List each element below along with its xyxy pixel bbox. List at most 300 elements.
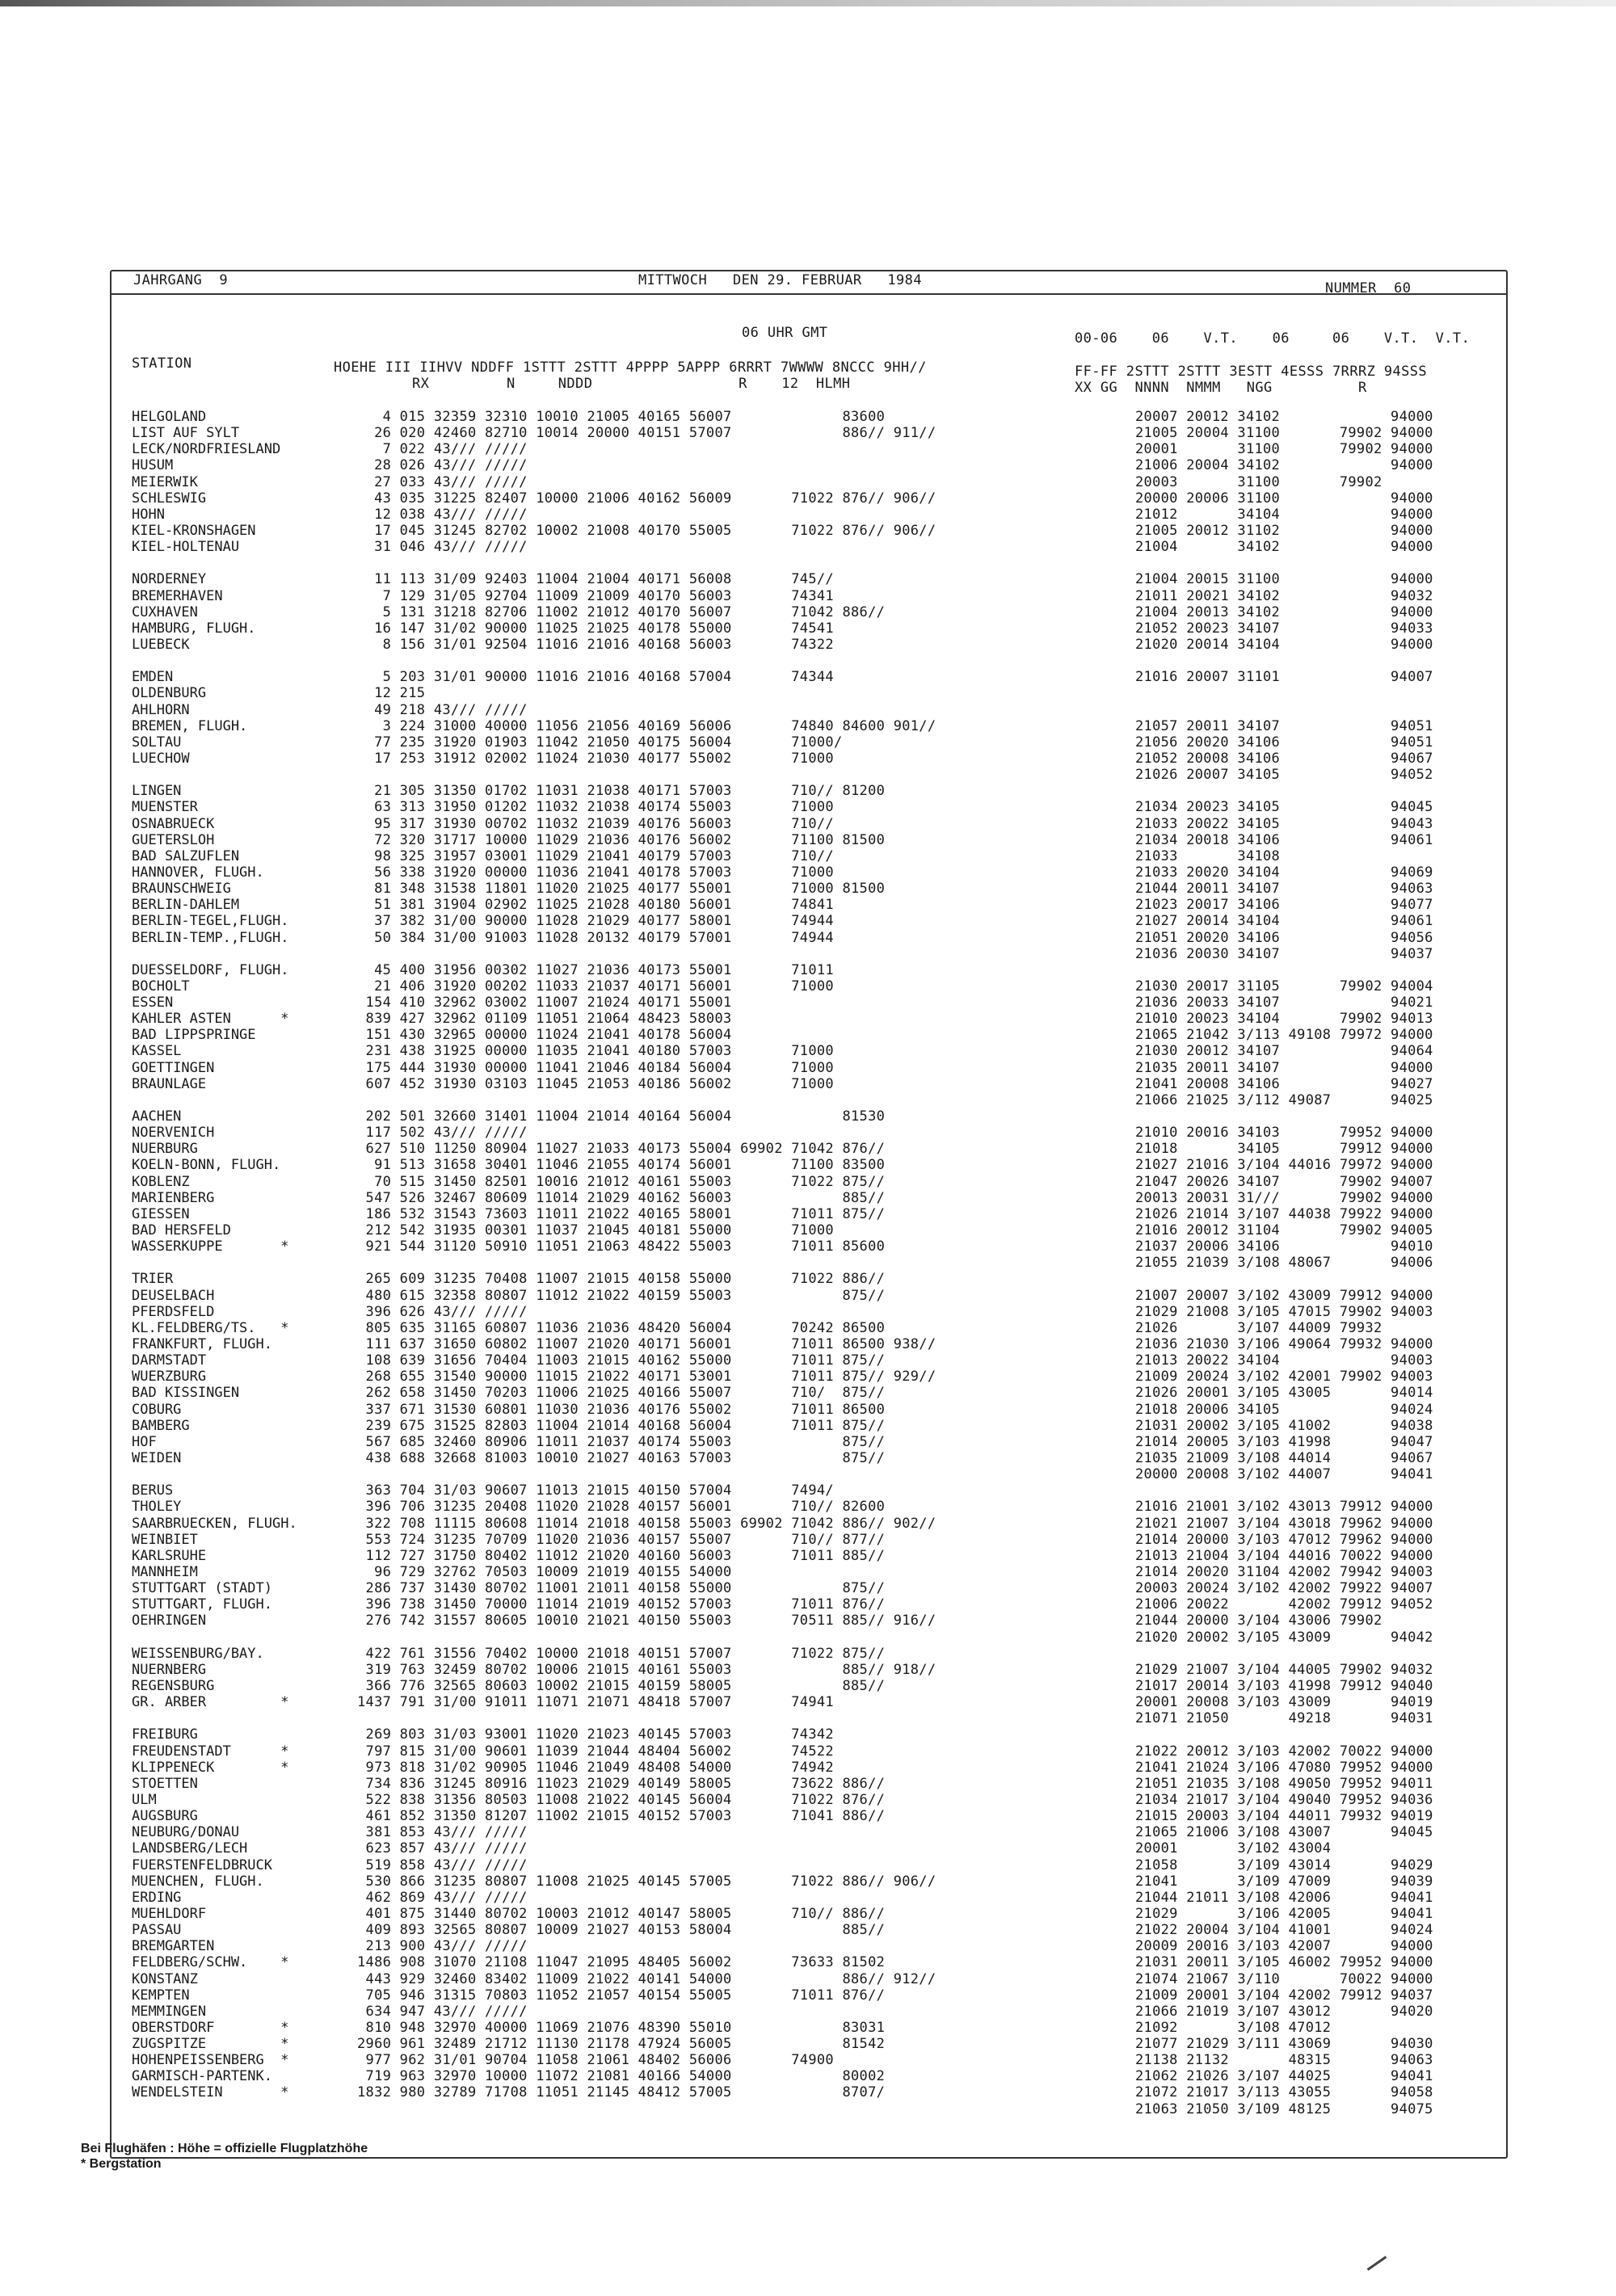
observation-row: 1486 908 31070 21108 11047 21095 48405 56002 73633 81502 — [357, 1954, 886, 1971]
blank-row — [132, 653, 297, 669]
blank-row — [1135, 555, 1433, 571]
station-name: LINGEN — [132, 783, 182, 800]
blank-row — [132, 1255, 297, 1271]
observation-row: 805 635 31165 60807 11036 21036 48420 56004 70242 86500 — [357, 1319, 886, 1336]
issue-number: NUMMER 60 — [1325, 280, 1412, 296]
observation-row: 5 203 31/01 90000 11016 21016 40168 57004 74344 — [357, 669, 834, 686]
observation-row: 422 761 31556 70402 10000 21018 40151 57007 71022 875// — [357, 1645, 886, 1662]
observation-row: 28 026 43/// ///// — [357, 457, 528, 474]
station-name: NUERNBERG — [132, 1661, 207, 1678]
temperature-row: 21072 21017 3/113 43055 94058 — [1135, 2084, 1433, 2101]
station-name: CUXHAVEN — [132, 603, 198, 620]
observation-row: 269 803 31/03 93001 11020 21023 40145 57003 74342 — [357, 1726, 834, 1743]
observation-row: 839 427 32962 01109 11051 21064 48423 58003 — [357, 1011, 732, 1028]
right-column-header: FF-FF 2STTT 2STTT 3ESTT 4ESSS 7RRRZ 94SSS — [1075, 364, 1428, 380]
station-name: MANNHEIM — [132, 1563, 198, 1580]
temperature-row: 21010 20016 34103 79952 94000 — [1135, 1125, 1433, 1142]
station-name: MARIENBERG — [132, 1189, 215, 1206]
station-name: BERUS — [132, 1482, 174, 1499]
temperature-row: 21018 20006 34105 94024 — [1135, 1401, 1433, 1418]
observation-row: 607 452 31930 03103 11045 21053 40186 56002 71000 — [357, 1075, 834, 1092]
station-name: BAD LIPPSPRINGE — [132, 1027, 256, 1044]
observation-row: 96 729 32762 70503 10009 21019 40155 54000 — [357, 1563, 732, 1580]
temperature-row: 21004 34102 94000 — [1135, 539, 1433, 556]
station-name: BREMGARTEN — [132, 1938, 215, 1955]
airport-height-note: Bei Flughäfen : Höhe = offizielle Flugplatzhöhe — [81, 2142, 368, 2155]
station-name: DUESSELDORF, FLUGH. — [132, 961, 289, 978]
blank-row — [357, 555, 936, 571]
observation-row: 705 946 31315 70803 11052 21057 40154 55005 71011 876// — [357, 1987, 886, 2004]
observation-row: 27 033 43/// ///// — [357, 473, 528, 490]
temperature-row: 21044 20011 34107 94063 — [1135, 881, 1433, 898]
observation-row: 213 900 43/// ///// — [357, 1938, 528, 1955]
station-name: WUERZBURG — [132, 1369, 207, 1386]
issue-date: MITTWOCH DEN 29. FEBRUAR 1984 — [638, 272, 922, 288]
observation-row: 921 544 31120 50910 11051 21063 48422 55003 71011 85600 — [357, 1238, 886, 1255]
observation-row: 231 438 31925 00000 11035 21041 40180 57003 71000 — [357, 1043, 834, 1060]
observation-row: 77 235 31920 01903 11042 21050 40175 56004 71000/ — [357, 734, 843, 751]
observation-row: 810 948 32970 40000 11069 21076 48390 55010 83031 — [357, 2019, 886, 2036]
observation-row: 4 015 32359 32310 10010 21005 40165 56007 83600 — [357, 409, 886, 425]
temperature-row: 21006 20022 42002 79912 94052 — [1135, 1596, 1433, 1613]
observation-row: 7 022 43/// ///// — [357, 441, 528, 458]
observation-row: 17 045 31245 82702 10002 21008 40170 55005 71022 876// 906// — [357, 522, 936, 539]
temperature-row: 21027 20014 34104 94061 — [1135, 913, 1433, 930]
observation-row: 70 515 31450 82501 10016 21012 40161 55003 71022 875// — [357, 1173, 886, 1190]
blank-row — [357, 1092, 936, 1108]
temperature-row: 21065 21042 3/113 49108 79972 94000 — [1135, 1027, 1433, 1044]
blank-row — [1135, 653, 1433, 669]
observation-row: 16 147 31/02 90000 11025 21025 40178 55000 74541 — [357, 620, 834, 637]
temperature-row: 21030 20012 34107 94064 — [1135, 1043, 1433, 1060]
observation-row: 634 947 43/// ///// — [357, 2003, 528, 2020]
pen-mark — [1367, 2256, 1387, 2271]
station-name: KOBLENZ — [132, 1173, 190, 1190]
station-name: BAD KISSINGEN — [132, 1385, 240, 1402]
temperature-row: 20000 20006 31100 94000 — [1135, 490, 1433, 507]
station-name: MUEHLDORF — [132, 1905, 207, 1922]
station-name: REGENSBURG — [132, 1677, 215, 1694]
temperature-row: 21052 20023 34107 94033 — [1135, 620, 1433, 637]
station-name: HOHN — [132, 506, 165, 523]
observation-row: 117 502 43/// ///// — [357, 1125, 528, 1142]
temperature-row: 21065 21006 3/108 43007 94045 — [1135, 1824, 1433, 1841]
observation-row: 12 038 43/// ///// — [357, 506, 528, 523]
station-name: HAMBURG, FLUGH. — [132, 620, 256, 637]
observation-row: 11 113 31/09 92403 11004 21004 40171 56008 745// — [357, 571, 834, 588]
temperature-row: 21013 21004 3/104 44016 70022 94000 — [1135, 1547, 1433, 1564]
blank-row — [132, 946, 297, 962]
station-name: WEIDEN — [132, 1450, 182, 1466]
right-column-subheader: XX GG NNNN NMMM NGG R — [1075, 380, 1367, 396]
station-name: BREMEN, FLUGH. — [132, 717, 248, 734]
blank-row — [1135, 1646, 1433, 1662]
observation-row: 262 658 31450 70203 11006 21025 40166 55007 710/ 875// — [357, 1385, 886, 1402]
temperature-row: 21033 20022 34105 94043 — [1135, 815, 1433, 832]
observation-row: 797 815 31/00 90601 11039 21044 48404 56002 74522 — [357, 1743, 834, 1760]
observation-row: 381 853 43/// ///// — [357, 1824, 528, 1841]
station-name: BAD SALZUFLEN — [132, 847, 240, 864]
observation-row: 81 348 31538 11801 11020 21025 40177 55001 71000 81500 — [357, 881, 886, 898]
station-name: BERLIN-DAHLEM — [132, 897, 240, 914]
temperature-row: 20013 20031 31/// 79902 94000 — [1135, 1189, 1433, 1206]
observation-row: 111 637 31650 60802 11007 21020 40171 56001 71011 86500 938// — [357, 1336, 936, 1353]
temperature-codes — [1135, 409, 1433, 2117]
station-name: AACHEN — [132, 1108, 182, 1125]
station-name: KONSTANZ — [132, 1970, 198, 1987]
station-name: NEUBURG/DONAU — [132, 1824, 240, 1841]
observation-row: 3 224 31000 40000 11056 21056 40169 56006 74840 84600 901// — [357, 717, 936, 734]
temperature-row: 21044 21011 3/108 42006 94041 — [1135, 1889, 1433, 1906]
observation-row: 396 706 31235 20408 11020 21028 40157 56001 710// 82600 — [357, 1499, 886, 1516]
station-name: BREMERHAVEN — [132, 587, 223, 604]
station-name: MEIERWIK — [132, 473, 198, 490]
station-name: HOHENPEISSENBERG * — [132, 2052, 289, 2069]
observation-row: 186 532 31543 73603 11011 21022 40165 58001 71011 875// — [357, 1205, 886, 1222]
observation-row: 31 046 43/// ///// — [357, 539, 528, 556]
station-names — [132, 409, 297, 2101]
temperature-row: 21014 20020 31104 42002 79942 94003 — [1135, 1563, 1433, 1580]
observation-row: 265 609 31235 70408 11007 21015 40158 55000 71022 886// — [357, 1271, 886, 1288]
temperature-row: 21022 20012 3/103 42002 70022 94000 — [1135, 1743, 1433, 1760]
observation-row: 322 708 11115 80608 11014 21018 40158 55003 69902 71042 886// 902// — [357, 1515, 936, 1532]
station-name: BAMBERG — [132, 1417, 190, 1434]
station-name: KEMPTEN — [132, 1987, 190, 2004]
temperature-row: 20007 20012 34102 94000 — [1135, 409, 1433, 425]
station-name: HUSUM — [132, 457, 174, 474]
header-rule — [110, 293, 1508, 295]
station-name: WEINBIET — [132, 1531, 198, 1548]
observation-row: 567 685 32460 80906 11011 21037 40174 55003 875// — [357, 1433, 886, 1450]
station-name: NORDERNEY — [132, 571, 207, 588]
station-name: BRAUNLAGE — [132, 1075, 207, 1092]
station-name: KL.FELDBERG/TS. * — [132, 1319, 289, 1336]
temperature-row: 21037 20006 34106 94010 — [1135, 1238, 1433, 1255]
temperature-row: 21009 20024 3/102 42001 79902 94003 — [1135, 1369, 1433, 1386]
observation-row: 17 253 31912 02002 11024 21030 40177 55002 71000 — [357, 750, 834, 767]
station-name: STUTTGART (STADT) — [132, 1580, 272, 1597]
observation-row: 108 639 31656 70404 11003 21015 40162 55000 71011 875// — [357, 1352, 886, 1369]
station-name: HELGOLAND — [132, 409, 207, 425]
station-name: FELDBERG/SCHW. * — [132, 1954, 289, 1971]
temperature-row: 21034 21017 3/104 49040 79952 94036 — [1135, 1791, 1433, 1808]
blank-row — [132, 767, 297, 783]
observation-row: 98 325 31957 03001 11029 21041 40179 57003 710// — [357, 847, 834, 864]
blank-row — [132, 1710, 297, 1726]
station-name: NOERVENICH — [132, 1125, 215, 1142]
observation-row: 51 381 31904 02902 11025 21028 40180 56001 74841 — [357, 897, 834, 914]
blank-row — [1135, 702, 1433, 718]
station-name: NUERBURG — [132, 1141, 198, 1158]
station-name: LUEBECK — [132, 636, 190, 653]
blank-row — [357, 1255, 936, 1271]
observation-row: 49 218 43/// ///// — [357, 701, 528, 718]
temperature-row: 21056 20020 34106 94051 — [1135, 734, 1433, 751]
blank-row — [357, 653, 936, 669]
temperature-row: 21041 3/109 47009 94039 — [1135, 1873, 1433, 1890]
observation-row: 154 410 32962 03002 11007 21024 40171 55001 — [357, 995, 732, 1011]
temperature-row: 21026 21014 3/107 44038 79922 94000 — [1135, 1205, 1433, 1222]
station-name: FRANKFURT, FLUGH. — [132, 1336, 272, 1353]
observation-codes — [357, 409, 936, 2101]
station-name: GOETTINGEN — [132, 1059, 215, 1076]
station-name: STOETTEN — [132, 1775, 198, 1792]
observation-row: 63 313 31950 01202 11032 21038 40174 55003 71000 — [357, 799, 834, 816]
observation-row: 519 858 43/// ///// — [357, 1857, 528, 1873]
observation-row: 401 875 31440 80702 10003 21012 40147 58005 710// 886// — [357, 1905, 886, 1922]
station-name: GUETERSLOH — [132, 831, 215, 848]
observation-row: 286 737 31430 80702 11001 21011 40158 55000 875// — [357, 1580, 886, 1597]
observation-row: 547 526 32467 80609 11014 21029 40162 56003 885// — [357, 1189, 886, 1206]
observation-row: 973 818 31/02 90905 11046 21049 48408 54000 74942 — [357, 1759, 834, 1776]
temperature-row: 20003 20024 3/102 42002 79922 94007 — [1135, 1580, 1433, 1597]
temperature-row: 21034 20023 34105 94045 — [1135, 799, 1433, 816]
observation-row: 50 384 31/00 91003 11028 20132 40179 57001 74944 — [357, 929, 834, 946]
blank-row — [357, 1710, 936, 1726]
station-name: AHLHORN — [132, 701, 190, 718]
station-name: KARLSRUHE — [132, 1547, 207, 1564]
temperature-row: 21063 21050 3/109 48125 94075 — [1135, 2100, 1433, 2117]
station-name: ERDING — [132, 1889, 182, 1906]
temperature-row: 21051 20020 34106 94056 — [1135, 929, 1433, 946]
station-name: BERLIN-TEMP.,FLUGH. — [132, 929, 289, 946]
station-name: MUENCHEN, FLUGH. — [132, 1873, 264, 1890]
temperature-row: 21005 20004 31100 79902 94000 — [1135, 425, 1433, 442]
observation-time: 06 UHR GMT — [742, 325, 828, 341]
observation-row: 363 704 31/03 90607 11013 21015 40150 57004 7494/ — [357, 1482, 834, 1499]
station-name: KAHLER ASTEN * — [132, 1011, 289, 1028]
temperature-row: 21023 20017 34106 94077 — [1135, 897, 1433, 914]
station-name: GR. ARBER * — [132, 1694, 289, 1711]
observation-row: 5 131 31218 82706 11002 21012 40170 56007 71042 886// — [357, 603, 886, 620]
temperature-row: 21020 20014 34104 94000 — [1135, 636, 1433, 653]
temperature-row: 21004 20015 31100 94000 — [1135, 571, 1433, 588]
temperature-row: 21004 20013 34102 94000 — [1135, 603, 1433, 620]
temperature-row: 21033 34108 — [1135, 847, 1281, 864]
temperature-row: 21006 20004 34102 94000 — [1135, 457, 1433, 474]
observation-row: 72 320 31717 10000 11029 21036 40176 56002 71100 81500 — [357, 831, 886, 848]
observation-row: 734 836 31245 80916 11023 21029 40149 58005 73622 886// — [357, 1775, 886, 1792]
temperature-row: 21066 21019 3/107 43012 94020 — [1135, 2003, 1433, 2020]
temperature-row: 20000 20008 3/102 44007 94041 — [1135, 1466, 1433, 1483]
temperature-row: 21138 21132 48315 94063 — [1135, 2052, 1433, 2069]
station-name: FUERSTENFELDBRUCK — [132, 1857, 272, 1873]
temperature-row: 21026 20001 3/105 43005 94014 — [1135, 1385, 1433, 1402]
temperature-row: 21021 21007 3/104 43018 79962 94000 — [1135, 1515, 1433, 1532]
station-name: HANNOVER, FLUGH. — [132, 864, 264, 881]
observation-row: 45 400 31956 00302 11027 21036 40173 55001 71011 — [357, 961, 834, 978]
observation-row: 409 893 32565 80807 10009 21027 40153 58004 885// — [357, 1922, 886, 1939]
observation-row: 480 615 32358 80807 11012 21022 40159 55003 875// — [357, 1287, 886, 1304]
station-name: FREUDENSTADT * — [132, 1743, 289, 1760]
station-name: PFERDSFELD — [132, 1303, 215, 1320]
observation-row: 443 929 32460 83402 11009 21022 40141 54000 886// 912// — [357, 1970, 936, 1987]
temperature-row: 21018 34105 79912 94000 — [1135, 1141, 1433, 1158]
temperature-row: 21009 20001 3/104 42002 79912 94037 — [1135, 1987, 1433, 2004]
observation-row: 8 156 31/01 92504 11016 21016 40168 56003 74322 — [357, 636, 834, 653]
observation-row: 319 763 32459 80702 10006 21015 40161 55003 885// 918// — [357, 1661, 936, 1678]
station-name: MUENSTER — [132, 799, 198, 816]
station-name: STUTTGART, FLUGH. — [132, 1596, 272, 1613]
station-name: KLIPPENECK * — [132, 1759, 289, 1776]
temperature-row: 21051 21035 3/108 49050 79952 94011 — [1135, 1775, 1433, 1792]
temperature-row: 21055 21039 3/108 48067 94006 — [1135, 1255, 1433, 1272]
code-column-subheader: RX N NDDD R 12 HLMH — [412, 376, 851, 392]
temperature-row: 21035 20011 34107 94000 — [1135, 1059, 1433, 1076]
temperature-row: 21015 20003 3/104 44011 79932 94019 — [1135, 1808, 1433, 1825]
temperature-row: 21005 20012 31102 94000 — [1135, 522, 1433, 539]
station-name: OEHRINGEN — [132, 1613, 207, 1629]
temperature-row: 21036 20030 34107 94037 — [1135, 945, 1433, 962]
observation-row: 438 688 32668 81003 10010 21027 40163 57003 875// — [357, 1450, 886, 1466]
station-name: BRAUNSCHWEIG — [132, 881, 231, 898]
blank-row — [1135, 685, 1433, 701]
observation-row: 977 962 31/01 90704 11058 21061 48402 56006 74900 — [357, 2052, 834, 2069]
temperature-row: 20009 20016 3/103 42007 94000 — [1135, 1938, 1433, 1955]
observation-row: 553 724 31235 70709 11020 21036 40157 55007 710// 877// — [357, 1531, 886, 1548]
observation-row: 627 510 11250 80904 11027 21033 40173 55004 69902 71042 876// — [357, 1141, 886, 1158]
blank-row — [132, 1092, 297, 1108]
temperature-row: 21036 20033 34107 94021 — [1135, 995, 1433, 1011]
station-name: KIEL-HOLTENAU — [132, 539, 240, 556]
code-column-header: HOEHE III IIHVV NDDFF 1STTT 2STTT 4PPPP 5APPP 6RRRT 7WWWW 8NCCC 9HH// — [334, 360, 927, 376]
blank-row — [1135, 1271, 1433, 1287]
temperature-row: 21071 21050 49218 94031 — [1135, 1710, 1433, 1727]
observation-row: 396 626 43/// ///// — [357, 1303, 528, 1320]
observation-row: 12 215 — [357, 685, 426, 702]
temperature-row: 21020 20002 3/105 43009 94042 — [1135, 1629, 1433, 1646]
observation-row: 461 852 31350 81207 11002 21015 40152 57003 71041 886// — [357, 1808, 886, 1825]
station-name: THOLEY — [132, 1499, 182, 1516]
temperature-row: 21062 21026 3/107 44025 94041 — [1135, 2068, 1433, 2085]
station-name: WENDELSTEIN * — [132, 2084, 289, 2101]
station-name: ZUGSPITZE * — [132, 2036, 289, 2053]
station-name: LECK/NORDFRIESLAND — [132, 441, 281, 458]
temperature-row: 21026 3/107 44009 79932 — [1135, 1319, 1382, 1336]
observation-row: 276 742 31557 80605 10010 21021 40150 55003 70511 885// 916// — [357, 1613, 936, 1629]
observation-row: 112 727 31750 80402 11012 21020 40160 56003 71011 885// — [357, 1547, 886, 1564]
observation-row: 21 305 31350 01702 11031 21038 40171 57003 710// 81200 — [357, 783, 886, 800]
blank-row — [357, 767, 936, 783]
station-name: KASSEL — [132, 1043, 182, 1060]
temperature-row: 21016 20007 31101 94007 — [1135, 669, 1433, 686]
temperature-row: 21022 20004 3/104 41001 94024 — [1135, 1922, 1433, 1939]
station-name: HOF — [132, 1433, 157, 1450]
station-name: BERLIN-TEGEL,FLUGH. — [132, 913, 289, 930]
temperature-row: 21017 20014 3/103 41998 79912 94040 — [1135, 1677, 1433, 1694]
temperature-row: 21011 20021 34102 94032 — [1135, 587, 1433, 604]
station-name: LIST AUF SYLT — [132, 425, 240, 442]
temperature-row: 21074 21067 3/110 70022 94000 — [1135, 1970, 1433, 1987]
observation-row: 95 317 31930 00702 11032 21039 40176 56003 710// — [357, 815, 834, 832]
station-name: ULM — [132, 1791, 157, 1808]
temperature-row: 21057 20011 34107 94051 — [1135, 717, 1433, 734]
station-name: COBURG — [132, 1401, 182, 1418]
column-group-header: 00-06 06 V.T. 06 06 V.T. V.T. — [1075, 330, 1471, 347]
station-name: MEMMINGEN — [132, 2003, 207, 2020]
observation-row: 151 430 32965 00000 11024 21041 40178 56004 — [357, 1027, 732, 1044]
observation-row: 530 866 31235 80807 11008 21025 40145 57005 71022 886// 906// — [357, 1873, 936, 1890]
temperature-row: 20003 31100 79902 — [1135, 473, 1382, 490]
temperature-row: 21029 3/106 42005 94041 — [1135, 1905, 1433, 1922]
station-name: EMDEN — [132, 669, 174, 686]
station-name: WASSERKUPPE * — [132, 1238, 289, 1255]
station-name: KOELN-BONN, FLUGH. — [132, 1157, 281, 1174]
blank-row — [357, 1466, 936, 1482]
temperature-row: 21066 21025 3/112 49087 94025 — [1135, 1091, 1433, 1108]
temperature-row: 21041 21024 3/106 47080 79952 94000 — [1135, 1759, 1433, 1776]
observation-row: 56 338 31920 00000 11036 21041 40178 57003 71000 — [357, 864, 834, 881]
station-column-header: STATION — [132, 355, 192, 372]
observation-row: 212 542 31935 00301 11037 21045 40181 55000 71000 — [357, 1222, 834, 1239]
station-name: GARMISCH-PARTENK. — [132, 2068, 272, 2085]
temperature-row: 21041 20008 34106 94027 — [1135, 1075, 1433, 1092]
station-name: ESSEN — [132, 995, 174, 1011]
temperature-row: 21031 20011 3/105 46002 79952 94000 — [1135, 1954, 1433, 1971]
temperature-row: 21029 21008 3/105 47015 79902 94003 — [1135, 1303, 1433, 1320]
observation-row: 337 671 31530 60801 11030 21036 40176 55002 71011 86500 — [357, 1401, 886, 1418]
observation-row: 1437 791 31/00 91011 11071 21071 48418 57007 74941 — [357, 1694, 834, 1711]
observation-row: 396 738 31450 70000 11014 21019 40152 57003 71011 876// — [357, 1596, 886, 1613]
mountain-station-note: * Bergstation — [81, 2157, 162, 2171]
station-name: LUECHOW — [132, 750, 190, 767]
observation-row: 26 020 42460 82710 10014 20000 40151 57007 886// 911// — [357, 425, 936, 442]
blank-row — [132, 1466, 297, 1482]
blank-row — [357, 1629, 936, 1646]
temperature-row: 21031 20002 3/105 41002 94038 — [1135, 1417, 1433, 1434]
temperature-row: 21013 20022 34104 94003 — [1135, 1352, 1433, 1369]
observation-row: 21 406 31920 00202 11033 21037 40171 56001 71000 — [357, 978, 834, 995]
observation-row: 202 501 32660 31401 11004 21014 40164 56004 81530 — [357, 1108, 886, 1125]
temperature-row: 21027 21016 3/104 44016 79972 94000 — [1135, 1157, 1433, 1174]
blank-row — [1135, 1108, 1433, 1125]
temperature-row: 21014 20005 3/103 41998 94047 — [1135, 1433, 1433, 1450]
station-name: OBERSTDORF * — [132, 2019, 289, 2036]
blank-row — [1135, 783, 1433, 799]
temperature-row: 21026 20007 34105 94052 — [1135, 767, 1433, 784]
temperature-row: 21016 21001 3/102 43013 79912 94000 — [1135, 1499, 1433, 1516]
station-name: DARMSTADT — [132, 1352, 207, 1369]
temperature-row: 21012 34104 94000 — [1135, 506, 1433, 523]
station-name: OSNABRUECK — [132, 815, 215, 832]
observation-row: 43 035 31225 82407 10000 21006 40162 56009 71022 876// 906// — [357, 490, 936, 507]
scan-edge — [0, 0, 1616, 6]
observation-row: 522 838 31356 80503 11008 21022 40145 56004 71022 876// — [357, 1791, 886, 1808]
temperature-row: 20001 31100 79902 94000 — [1135, 441, 1433, 458]
temperature-row: 21036 21030 3/106 49064 79932 94000 — [1135, 1336, 1433, 1353]
temperature-row: 21092 3/108 47012 — [1135, 2019, 1332, 2036]
volume-label: JAHRGANG 9 — [133, 272, 228, 288]
station-name: KIEL-KRONSHAGEN — [132, 522, 256, 539]
blank-row — [1135, 962, 1433, 978]
station-name: PASSAU — [132, 1922, 182, 1939]
station-name: OLDENBURG — [132, 685, 207, 702]
temperature-row: 21058 3/109 43014 94029 — [1135, 1857, 1433, 1873]
observation-row: 37 382 31/00 90000 11028 21029 40177 58001 74944 — [357, 913, 834, 930]
temperature-row: 20001 3/102 43004 — [1135, 1840, 1332, 1857]
station-name: LANDSBERG/LECH — [132, 1840, 248, 1857]
observation-row: 462 869 43/// ///// — [357, 1889, 528, 1906]
temperature-row: 21034 20018 34106 94061 — [1135, 831, 1433, 848]
station-name: SCHLESWIG — [132, 490, 207, 507]
temperature-row: 21030 20017 31105 79902 94004 — [1135, 978, 1433, 995]
station-name: AUGSBURG — [132, 1808, 198, 1825]
observation-row: 2960 961 32489 21712 11130 21178 47924 56005 81542 — [357, 2036, 886, 2053]
temperature-row: 21014 20000 3/103 47012 79962 94000 — [1135, 1531, 1433, 1548]
station-name: WEISSENBURG/BAY. — [132, 1645, 264, 1662]
blank-row — [132, 1629, 297, 1646]
station-name: GIESSEN — [132, 1205, 190, 1222]
